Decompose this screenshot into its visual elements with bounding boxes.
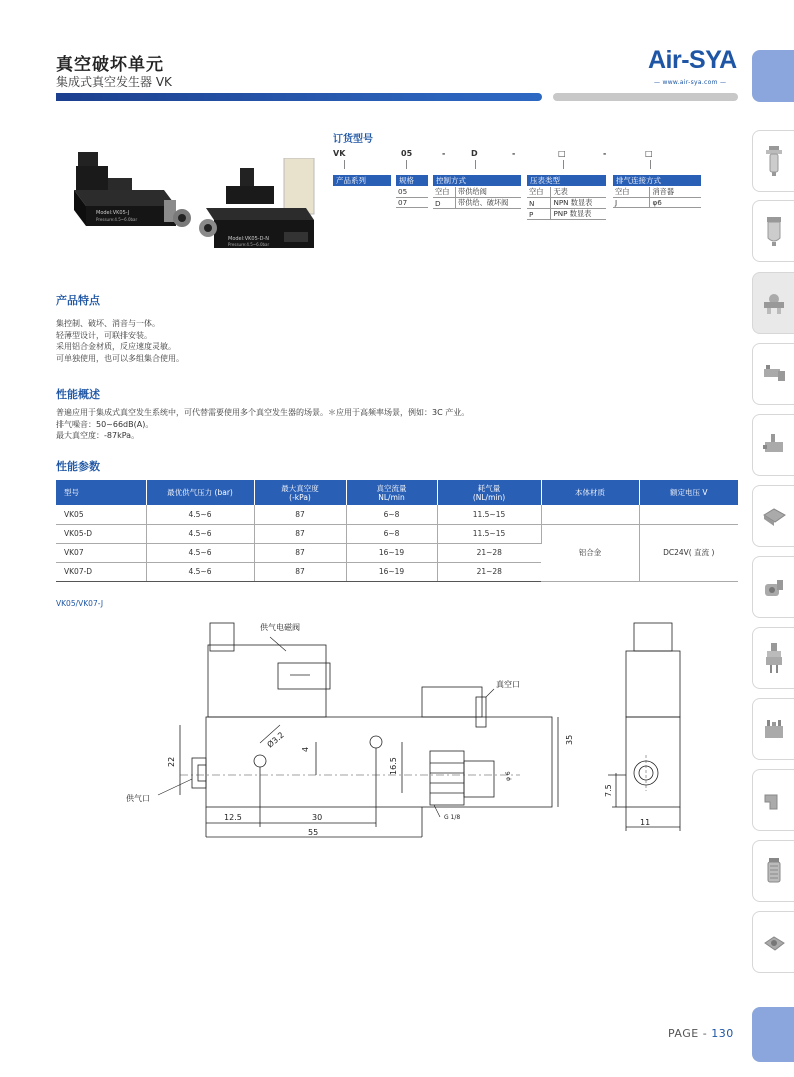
code-dash-1: -	[442, 149, 446, 158]
side-tab-manifold[interactable]	[752, 698, 794, 760]
side-tab-filter-bowl[interactable]	[752, 200, 794, 262]
order-cell: J	[613, 198, 650, 208]
order-cell: PNP 数显表	[551, 209, 606, 220]
order-cell: 空白	[613, 187, 650, 198]
order-cell: P	[527, 209, 551, 220]
order-head-gauge: 压表类型	[527, 175, 606, 186]
params-cell: 87	[254, 562, 346, 581]
brand-url: — www.air-sya.com —	[654, 79, 727, 86]
callout-supply: 供气口	[126, 794, 150, 803]
dim-d2: 4	[301, 746, 310, 752]
product-photo-vk05-j	[64, 140, 194, 240]
callout-valve: 供气电磁阀	[260, 623, 300, 632]
code-tick	[563, 160, 564, 169]
features-line: 可单独使用，也可以多组集合使用。	[56, 353, 184, 363]
params-voltage: DC24V( 直流 )	[639, 524, 738, 581]
params-cell: 21~28	[437, 562, 541, 581]
dim-d5: 22	[167, 756, 176, 767]
order-head-control: 控制方式	[433, 175, 521, 186]
params-header: 最大真空度 (-kPa)	[254, 480, 346, 505]
side-tab-solenoid[interactable]	[752, 556, 794, 618]
params-cell: 21~28	[437, 543, 541, 562]
order-head-spec: 规格	[396, 175, 428, 186]
header-bar-blue	[56, 93, 542, 101]
params-cell: 4.5~6	[146, 562, 254, 581]
callout-vacuum: 真空口	[496, 680, 520, 689]
dim-d3: 16.5	[389, 757, 398, 775]
sensor-icon	[761, 925, 787, 959]
regulator-icon	[761, 641, 787, 675]
code-tick	[406, 160, 407, 169]
product-sub-left: Pressure:4.5~6.0bar	[96, 217, 138, 222]
dim-d1: Ø3.2	[265, 730, 286, 750]
solenoid-icon	[761, 570, 787, 604]
overview-line: 最大真空度：-87kPa。	[56, 431, 140, 440]
params-cell: 4.5~6	[146, 505, 254, 524]
order-cell: 07	[396, 197, 428, 207]
order-cell: 05	[396, 187, 428, 197]
dim-d12: 11	[640, 818, 651, 827]
page-subtitle: 集成式真空发生器 VK	[56, 75, 172, 89]
order-table-exhaust	[613, 187, 701, 208]
order-cell: 消音器	[650, 187, 701, 198]
side-tab-air-filter[interactable]	[752, 130, 794, 192]
order-cell: 空白	[527, 187, 551, 198]
features-line: 采用铝合金材质，反应速度灵敏。	[56, 342, 176, 351]
order-table-gauge	[527, 187, 606, 220]
filter-bowl-icon	[761, 214, 787, 248]
order-table-spec	[396, 187, 428, 208]
overview-text	[56, 407, 469, 442]
params-cell: VK07	[56, 543, 146, 562]
side-tab-silencer[interactable]	[752, 840, 794, 902]
order-head-exhaust: 排气连接方式	[613, 175, 701, 186]
params-cell: 16~19	[346, 562, 437, 581]
code-series: VK	[333, 149, 346, 158]
product-label-left: Model:VK05-J	[96, 210, 130, 216]
page-num-value: 130	[711, 1027, 734, 1040]
params-cell: 11.5~15	[437, 524, 541, 543]
side-tab-vacuum-generator[interactable]	[752, 272, 794, 334]
product-label-right: Model:VK05-D-N	[228, 236, 269, 242]
side-nav-bottom[interactable]	[752, 1007, 794, 1062]
product-sub-right: Pressure:4.5~6.0bar	[228, 242, 270, 247]
order-cell: D	[433, 198, 456, 209]
silencer-icon	[761, 854, 787, 888]
params-cell: 11.5~15	[437, 505, 541, 524]
params-cell: VK05	[56, 505, 146, 524]
params-header: 真空流量 NL/min	[346, 480, 437, 505]
dim-d8: 55	[308, 828, 319, 837]
side-tab-cylinder[interactable]	[752, 485, 794, 547]
code-dash-3: -	[603, 149, 607, 158]
overview-line: 普遍应用于集成式真空发生系统中，可代替需要使用多个真空发生器的场景。＊应用于高频率场景，例如：3C 产业。	[56, 408, 470, 417]
params-cell: VK07-D	[56, 562, 146, 581]
side-tab-valve[interactable]	[752, 414, 794, 476]
params-cell: 4.5~6	[146, 524, 254, 543]
side-nav-top[interactable]	[752, 50, 794, 102]
params-cell: 87	[254, 543, 346, 562]
page-number	[668, 1027, 734, 1040]
dim-d10: G 1/8	[444, 814, 461, 821]
cylinder-icon	[761, 499, 787, 533]
overview-line: 排气噪音：50~66dB(A)。	[56, 419, 154, 429]
params-row	[56, 505, 738, 524]
valve-icon	[761, 428, 787, 462]
code-gauge: □	[558, 149, 566, 158]
overview-heading: 性能概述	[56, 388, 100, 401]
params-row	[56, 524, 738, 543]
features-line: 集控制、破坏、消音与一体。	[56, 319, 160, 328]
side-tab-elbow-fitting[interactable]	[752, 769, 794, 831]
params-header: 耗气量 (NL/min)	[437, 480, 541, 505]
code-exhaust: □	[645, 149, 653, 158]
page-title: 真空破坏单元	[56, 55, 164, 75]
code-tick	[475, 160, 476, 169]
page-prefix: PAGE -	[668, 1027, 708, 1040]
dim-d7: 30	[312, 813, 323, 822]
code-tick	[650, 160, 651, 169]
elbow-fitting-icon	[761, 783, 787, 817]
params-cell: 6~8	[346, 505, 437, 524]
params-header: 额定电压 V	[639, 480, 738, 505]
order-head-series: 产品系列	[333, 175, 391, 186]
manifold-icon	[761, 712, 787, 746]
dim-d11: 7.5	[604, 784, 613, 797]
params-header: 本体材质	[541, 480, 639, 505]
code-spec: 05	[401, 149, 413, 158]
ordering-title: 订货型号	[333, 134, 373, 145]
side-tab-sensor[interactable]	[752, 911, 794, 973]
params-cell: 4.5~6	[146, 543, 254, 562]
order-cell: 带供给阀	[456, 187, 521, 198]
air-filter-icon	[761, 144, 787, 178]
params-cell: 87	[254, 505, 346, 524]
vacuum-generator-icon	[761, 286, 787, 320]
features-heading: 产品特点	[56, 294, 100, 307]
order-table-control	[433, 187, 521, 209]
side-tab-regulator[interactable]	[752, 627, 794, 689]
fitting-icon	[761, 357, 787, 391]
params-cell: 16~19	[346, 543, 437, 562]
dim-d6: 12.5	[224, 813, 242, 822]
brand-logo: Air-SYA	[648, 46, 737, 74]
params-header: 型号	[56, 480, 146, 505]
params-table	[56, 480, 738, 582]
params-material: 铝合金	[541, 524, 639, 581]
order-cell: 带供给、破坏阀	[456, 198, 521, 209]
order-cell: 空白	[433, 187, 456, 198]
params-cell: VK05-D	[56, 524, 146, 543]
drawing-label: VK05/VK07-J	[56, 599, 104, 608]
params-heading: 性能参数	[56, 460, 100, 473]
features-line: 轻薄型设计，可联排安装。	[56, 330, 152, 340]
order-cell: NPN 数显表	[551, 198, 606, 209]
params-cell: 87	[254, 524, 346, 543]
order-cell: N	[527, 198, 551, 209]
side-tab-fitting[interactable]	[752, 343, 794, 405]
code-tick	[344, 160, 345, 169]
code-dash-2: -	[512, 149, 516, 158]
order-cell: 无表	[551, 187, 606, 198]
dimension-drawing	[120, 615, 700, 845]
params-header: 最优供气压力 (bar)	[146, 480, 254, 505]
order-cell: φ6	[650, 198, 701, 208]
params-cell: 6~8	[346, 524, 437, 543]
header-bar-gray	[553, 93, 738, 101]
code-control: D	[471, 149, 478, 158]
dim-d4: 35	[565, 734, 574, 745]
product-photo-vk05-d-n	[196, 158, 321, 258]
dim-d9: φ 6	[505, 771, 512, 781]
features-list	[56, 318, 184, 364]
